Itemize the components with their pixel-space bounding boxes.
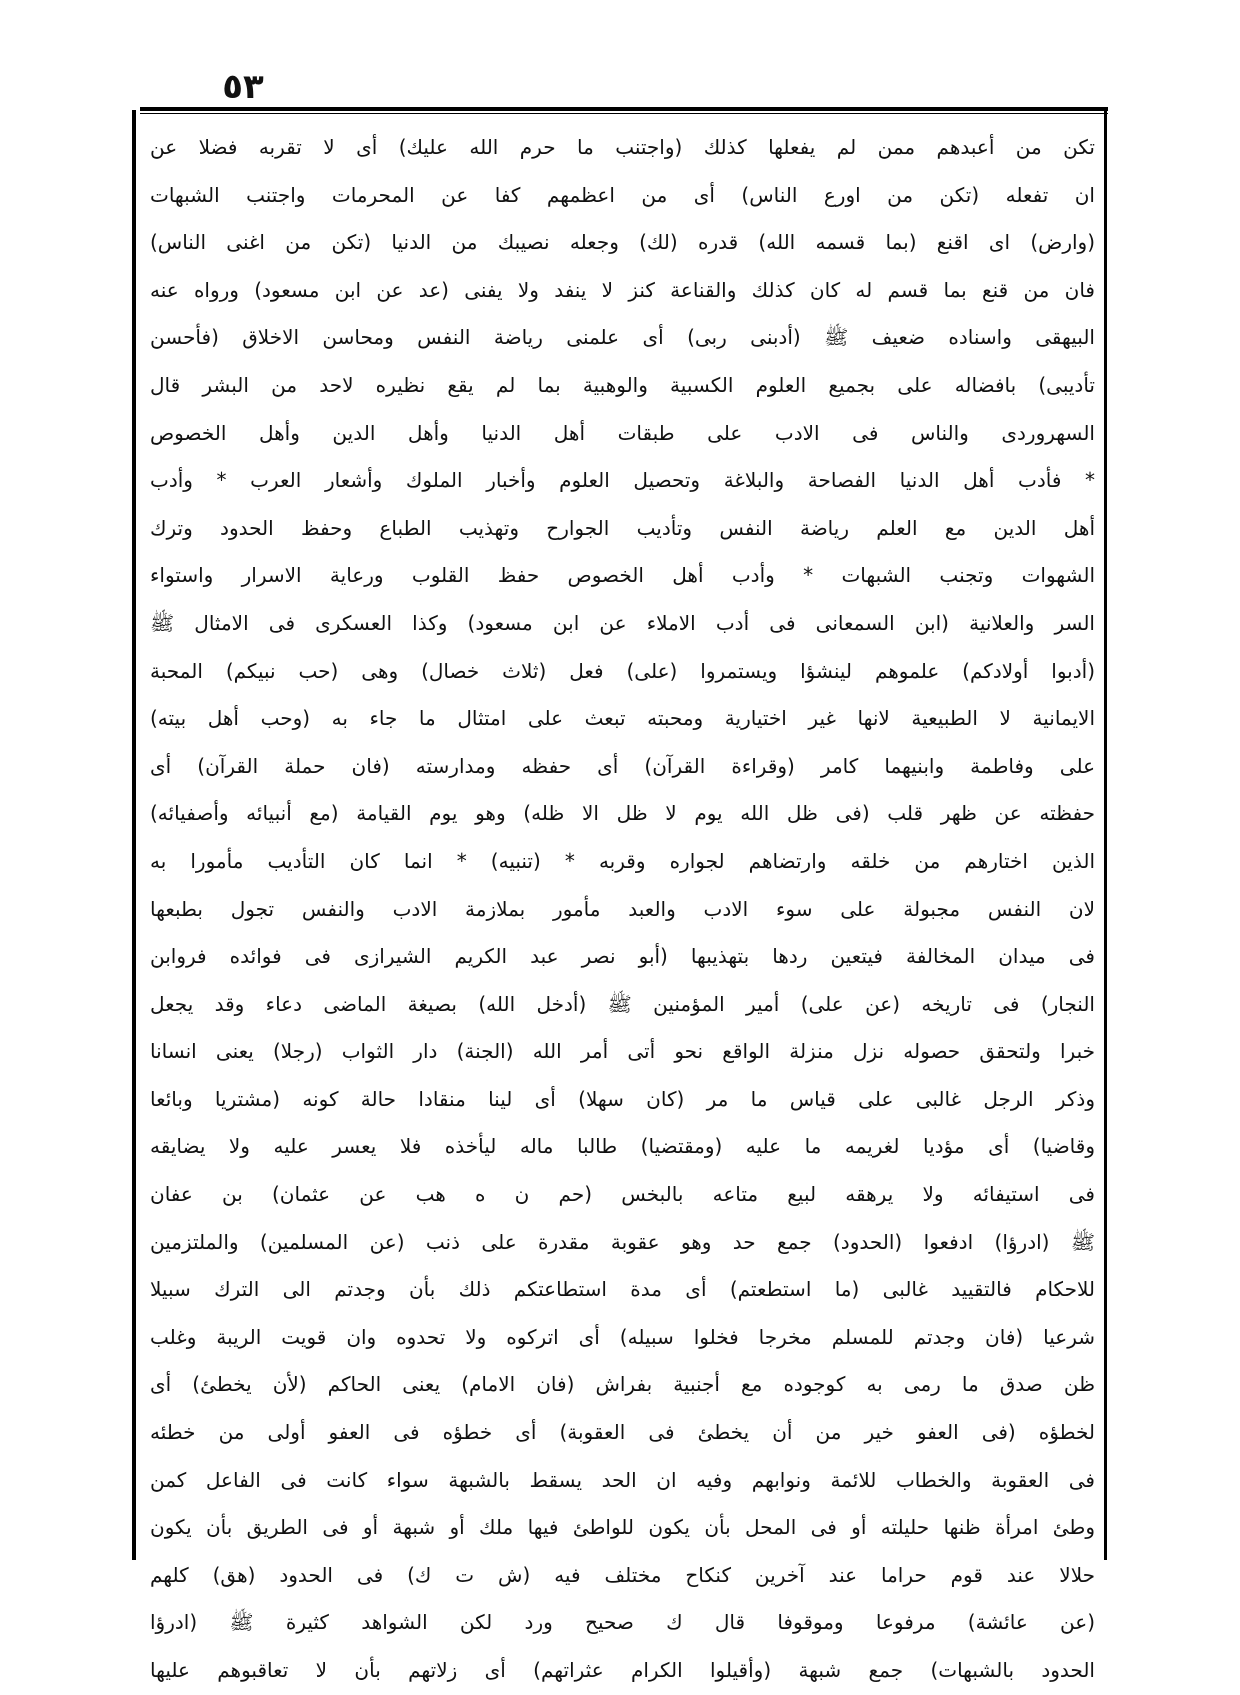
- body-text: [150, 124, 1095, 1682]
- text-line: الشهوات وتجنب الشبهات * وأدب أهل الخصوص حفظ القلوب ورعاية الاسرار واستواء: [150, 563, 1095, 588]
- text-line: لان النفس مجبولة على سوء الادب والعبد مأمور بملازمة الادب والنفس تجول بطبعها: [150, 896, 1095, 921]
- text-line: فى ميدان المخالفة فيتعين ردها بتهذيبها (أبو نصر عبد الكريم الشيرازى فى فوائده فروابن: [150, 944, 1095, 969]
- text-line: شرعيا (فان وجدتم للمسلم مخرجا فخلوا سبيله) أى اتركوه ولا تحدوه وان قويت الريبة وغلب: [150, 1324, 1095, 1349]
- text-line: تكن من أعبدهم ممن لم يفعلها كذلك (واجتنب ما حرم الله عليك) أى لا تقربه فضلا عن: [150, 135, 1095, 159]
- text-line: فى استيفائه ولا يرهقه لبيع متاعه بالبخس (حم ن ه هب عن عثمان) بن عفان: [150, 1182, 1095, 1207]
- text-line: حلالا عند قوم حراما عند آخرين كنكاح مختلف فيه (ش ت ك) فى الحدود (هق) كلهم: [150, 1562, 1095, 1587]
- text-line: وقاضيا) أى مؤديا لغريمه ما عليه (ومقتضيا) طالبا ماله ليأخذه فلا يعسر عليه ولا يضايقه: [150, 1134, 1095, 1159]
- text-line: وذكر الرجل غالبى على قياس ما مر (كان سهلا) أى لينا منقادا حالة كونه (مشتريا وبائعا: [150, 1086, 1095, 1111]
- text-line: الذين اختارهم من خلقه وارتضاهم لجواره وقربه * (تنبيه) * انما كان التأديب مأمورا به: [150, 848, 1095, 873]
- text-line: البيهقى واسناده ضعيف ﷺ (أدبنى ربى) أى علمنى رياضة النفس ومحاسن الاخلاق (فأحسن: [150, 325, 1095, 350]
- text-line: فان من قنع بما قسم له كان كذلك والقناعة كنز لا ينفد ولا يفنى (عد عن ابن مسعود) ورواه عنه: [150, 277, 1095, 302]
- text-line: على وفاطمة وابنيهما كامر (وقراءة القرآن) أى حفظه ومدارسته (فان حملة القرآن) أى: [150, 753, 1095, 778]
- frame-right-rule: [1104, 110, 1107, 1560]
- text-line: وطئ امرأة ظنها حليلته أو فى المحل بأن يكون للواطئ فيها ملك أو شبهة أو فى الطريق بأن يكون: [150, 1515, 1095, 1540]
- text-line: تأديبى) بافضاله على بجميع العلوم الكسبية والوهبية بما لم يقع نظيره لاحد من البشر قال: [150, 372, 1095, 397]
- text-line: الايمانية لا الطبيعية لانها غير اختيارية ومحبته تبعث على امتثال ما جاء به (وحب أهل بيته): [150, 706, 1095, 731]
- text-line: للاحكام فالتقييد غالبى (ما استطعتم) أى مدة استطاعتكم ذلك بأن وجدتم الى الترك سبيلا: [150, 1277, 1095, 1302]
- text-line: فى العقوبة والخطاب للائمة ونوابهم وفيه ان الحد يسقط بالشبهة سواء كانت فى الفاعل كمن: [150, 1467, 1095, 1492]
- text-line: ان تفعله (تكن من اورع الناس) أى من اعظمهم كفا عن المحرمات واجتنب الشبهات: [150, 182, 1095, 207]
- text-line: خبرا ولتحقق حصوله نزل منزلة الواقع نحو أتى أمر الله (الجنة) دار الثواب (رجلا) يعنى انسانا: [150, 1039, 1095, 1064]
- text-line: (وارض) اى اقنع (بما قسمه الله) قدره (لك) وجعله نصيبك من الدنيا (تكن من اغنى الناس): [150, 230, 1095, 255]
- text-line: حفظته عن ظهر قلب (فى ظل الله يوم لا ظل الا ظله) وهو يوم القيامة (مع أنبيائه وأصفيائه): [150, 801, 1095, 826]
- text-line: السهروردى والناس فى الادب على طبقات أهل الدنيا وأهل الدين وأهل الخصوص: [150, 420, 1095, 445]
- text-line: أهل الدين مع العلم رياضة النفس وتأديب الجوارح وتهذيب الطباع وحفظ الحدود وترك: [150, 515, 1095, 540]
- frame-top-rule: [140, 107, 1108, 114]
- text-line: الحدود بالشبهات) جمع شبهة (وأقيلوا الكرام عثراتهم) أى زلاتهم بأن لا تعاقبوهم عليها: [150, 1658, 1095, 1682]
- text-line: ظن صدق ما رمى به كوجوده مع أجنبية بفراش (فان الامام) يعنى الحاكم (لأن يخطئ) أى: [150, 1372, 1095, 1397]
- text-line: ﷺ (ادرؤا) ادفعوا (الحدود) جمع حد وهو عقوبة مقدرة على ذنب (عن المسلمين) والملتزمين: [150, 1229, 1095, 1254]
- page-number: ٥٣: [222, 67, 264, 107]
- text-line: السر والعلانية (ابن السمعانى فى أدب الاملاء عن ابن مسعود) وكذا العسكرى فى الامثال ﷺ: [150, 610, 1095, 635]
- text-line: النجار) فى تاريخه (عن على) أمير المؤمنين ﷺ (أدخل الله) بصيغة الماضى دعاء وقد يجعل: [150, 991, 1095, 1016]
- frame-left-rule: [132, 110, 136, 1560]
- text-line: (أدبوا أولادكم) علموهم لينشؤا ويستمروا (على) فعل (ثلاث خصال) وهى (حب نبيكم) المحبة: [150, 658, 1095, 683]
- text-line: * فأدب أهل الدنيا الفصاحة والبلاغة وتحصيل العلوم وأخبار الملوك وأشعار العرب * وأدب: [150, 468, 1095, 493]
- text-line: (عن عائشة) مرفوعا وموقوفا قال ك صحيح ورد لكن الشواهد كثيرة ﷺ (ادرؤا: [150, 1610, 1095, 1635]
- text-line: لخطؤه (فى العفو خير من أن يخطئ فى العقوبة) أى خطؤه فى العفو أولى من خطئه: [150, 1420, 1095, 1445]
